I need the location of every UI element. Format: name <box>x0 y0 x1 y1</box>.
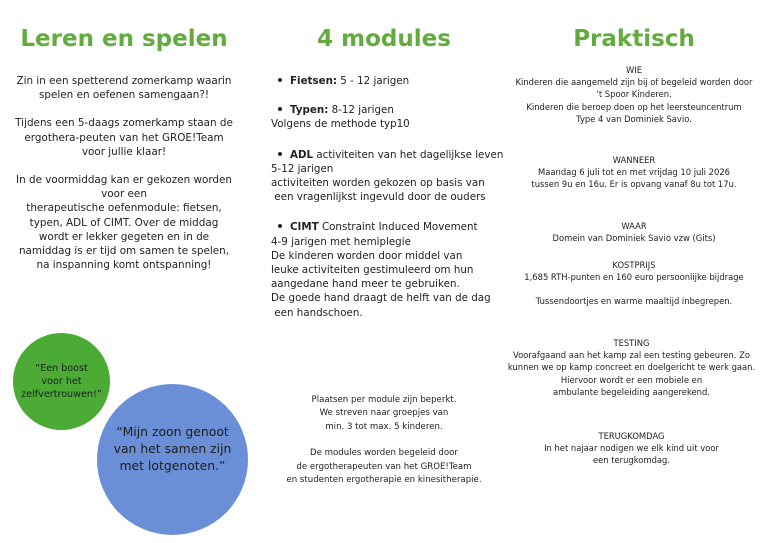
quote-bubble-green <box>13 333 110 430</box>
intro-paragraph-3 <box>0 173 248 272</box>
quote-bubble-blue <box>97 384 248 535</box>
text-line: wordt er lekker gegeten en in de <box>38 230 210 243</box>
quote-line: zelfvertrouwen!” <box>21 389 102 400</box>
quote-line: “Mijn zoon genoot <box>116 424 229 439</box>
text-line: Zin in een spetterend zomerkamp waarin <box>16 75 232 87</box>
section-line: Type 4 van Dominiek Savio. <box>576 113 692 124</box>
section-heading: WAAR <box>621 221 647 231</box>
module-desc: 8-12 jarigen <box>328 104 394 117</box>
section-wanneer <box>500 154 768 191</box>
module-detail: Volgens de methode typ10 <box>271 118 410 131</box>
section-testing <box>495 337 768 398</box>
text-line: na inspanning komt ontspanning! <box>36 259 212 272</box>
section-line: In het najaar nodigen we elk kind uit voor <box>544 443 719 454</box>
text-line: namiddag is er tijd om samen te spelen, <box>18 245 230 258</box>
quote-line: voor het <box>41 376 82 387</box>
module-name: Fietsen: <box>290 75 338 87</box>
section-line: Maandag 6 juli tot en met vrijdag 10 juli 2026 <box>538 167 730 178</box>
module-detail: activiteiten worden gekozen op basis van <box>271 177 485 190</box>
module-adl <box>271 148 506 205</box>
text-line: ergothera-peuten van het GROE!Team <box>24 131 224 144</box>
quote-line: van het samen zijn <box>113 441 232 456</box>
bullet-icon <box>278 224 282 228</box>
text-line: In de voormiddag kan er gekozen worden <box>16 174 232 187</box>
bullet-icon <box>278 107 282 111</box>
module-name: CIMT <box>290 221 319 234</box>
section-heading: TESTING <box>613 338 650 348</box>
module-detail: aangedane hand meer te gebruiken. <box>271 278 460 291</box>
intro-paragraph-1 <box>0 74 248 102</box>
module-detail: 4-9 jarigen met hemiplegie <box>271 235 411 248</box>
module-name: ADL <box>290 148 314 161</box>
section-line: ‘t Spoor Kinderen. <box>596 89 672 100</box>
note-line: De modules worden begeleid door <box>310 448 458 459</box>
title-praktisch: Praktisch <box>573 26 695 52</box>
section-line: Tussendoortjes en warme maaltijd inbegrepen. <box>535 296 733 307</box>
section-line: Hiervoor wordt er een mobiele en <box>560 374 703 385</box>
text-line: voor jullie klaar! <box>81 145 167 158</box>
title-leren-en-spelen: Leren en spelen <box>20 26 228 52</box>
text-line: voor een <box>101 188 147 201</box>
module-cimt <box>271 220 506 319</box>
note-line: en studenten ergotherapie en kinesitherapie. <box>286 475 482 486</box>
module-desc: activiteiten van het dagelijkse leven <box>313 148 504 161</box>
modules-list <box>271 74 506 320</box>
module-detail: 5-12 jarigen <box>271 162 334 175</box>
section-heading: WANNEER <box>612 155 656 165</box>
note-line: We streven naar groepjes van <box>319 408 449 419</box>
section-heading: TERUGKOMDAG <box>598 431 665 441</box>
section-heading: KOSTPRIJS <box>612 260 656 270</box>
section-wie <box>500 64 768 125</box>
modules-note <box>262 394 506 487</box>
left-intro-text <box>0 74 248 272</box>
module-typen <box>271 103 506 131</box>
note-line: min. 3 tot max. 5 kinderen. <box>325 421 443 432</box>
text-line: Tijdens een 5-daags zomerkamp staan de <box>15 117 233 130</box>
module-desc: Constraint Induced Movement <box>318 221 478 234</box>
text-line: spelen en oefenen samengaan?! <box>39 89 209 102</box>
text-line: typen, ADL of CIMT. Over de middag <box>29 216 219 229</box>
module-detail: een vragenlijkst ingevuld door de ouders <box>271 191 486 204</box>
title-4-modules: 4 modules <box>317 26 451 52</box>
quote-line: “Een boost <box>35 363 88 374</box>
module-desc: 5 - 12 jarigen <box>337 75 410 87</box>
section-line: Kinderen die aangemeld zijn bij of begeleid worden door <box>515 77 753 88</box>
section-line: 1,685 RTH-punten en 160 euro persoonlijke bijdrage <box>524 272 744 283</box>
section-terugkomdag <box>495 430 768 467</box>
text-line: therapeutische oefenmodule: fietsen, <box>26 202 222 215</box>
section-heading: WIE <box>625 65 643 75</box>
section-line: Domein van Dominiek Savio vzw (Gits) <box>552 233 716 244</box>
module-fietsen <box>271 74 506 88</box>
module-detail: leuke activiteiten gestimuleerd om hun <box>271 264 474 277</box>
module-detail: een handschoen. <box>271 306 363 319</box>
bullet-icon <box>278 78 282 82</box>
section-line: kunnen we op kamp concreet en doelgericht te werk gaan. <box>507 362 756 373</box>
intro-paragraph-2 <box>0 116 248 159</box>
module-detail: De goede hand draagt de helft van de dag <box>271 292 491 305</box>
section-line: tussen 9u en 16u. Er is opvang vanaf 8u tot 17u. <box>531 179 737 190</box>
note-line: de ergotherapeuten van het GROE!Team <box>296 461 472 472</box>
section-kostprijs <box>500 259 768 308</box>
section-line: een terugkomdag. <box>592 455 671 466</box>
module-detail: De kinderen worden door middel van <box>271 249 463 262</box>
module-name: Typen: <box>290 104 329 117</box>
quote-line: met lotgenoten.” <box>119 458 226 473</box>
section-line: ambulante begeleiding aangerekend. <box>553 386 710 397</box>
bullet-icon <box>278 152 282 156</box>
section-line: Voorafgaand aan het kamp zal een testing gebeuren. Zo <box>513 350 750 361</box>
section-line: Kinderen die beroep doen op het leersteuncentrum <box>526 101 742 112</box>
section-waar <box>500 220 768 244</box>
note-line: Plaatsen per module zijn beperkt. <box>311 395 457 405</box>
